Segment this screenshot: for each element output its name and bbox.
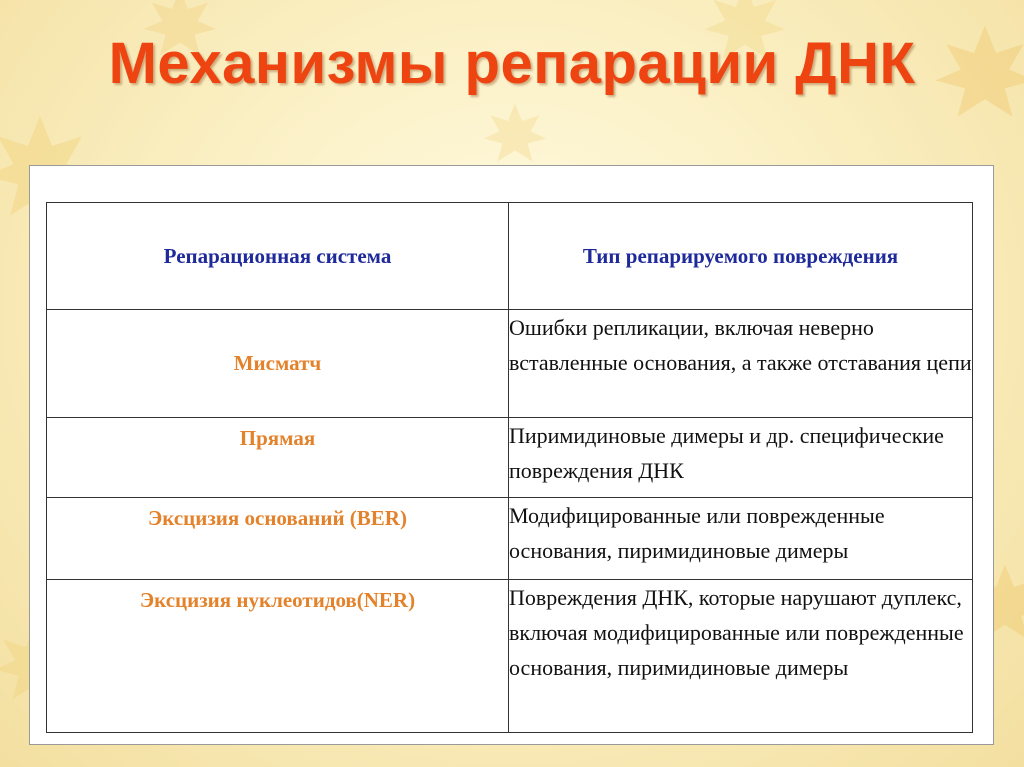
damage-type-cell: Ошибки репликации, включая неверно вставленные основания, а также отставания цепи (509, 310, 973, 418)
slide-title: Механизмы репарации ДНК (108, 31, 916, 96)
repair-system-cell: Мисматч (47, 310, 509, 418)
table-row (47, 310, 973, 418)
header-system: Репарационная система (47, 203, 509, 310)
table-row (47, 498, 973, 580)
damage-type-cell: Пиримидиновые димеры и др. специфические повреждения ДНК (509, 418, 973, 498)
repair-system-cell: Прямая (47, 418, 509, 498)
leaf-decoration (480, 100, 550, 170)
repair-system-cell: Эксцизия нуклеотидов(NER) (47, 580, 509, 733)
damage-type-cell: Повреждения ДНК, которые нарушают дуплекс, включая модифицированные или поврежденные основания, пиримидиновые димеры (509, 580, 973, 733)
table-header-row (47, 203, 973, 310)
damage-type-cell: Модифицированные или поврежденные основания, пиримидиновые димеры (509, 498, 973, 580)
repair-system-cell: Эксцизия оснований (BER) (47, 498, 509, 580)
table-row (47, 580, 973, 733)
header-damage-type: Тип репарируемого повреждения (509, 203, 973, 310)
table-row (47, 418, 973, 498)
repair-table (46, 202, 973, 733)
